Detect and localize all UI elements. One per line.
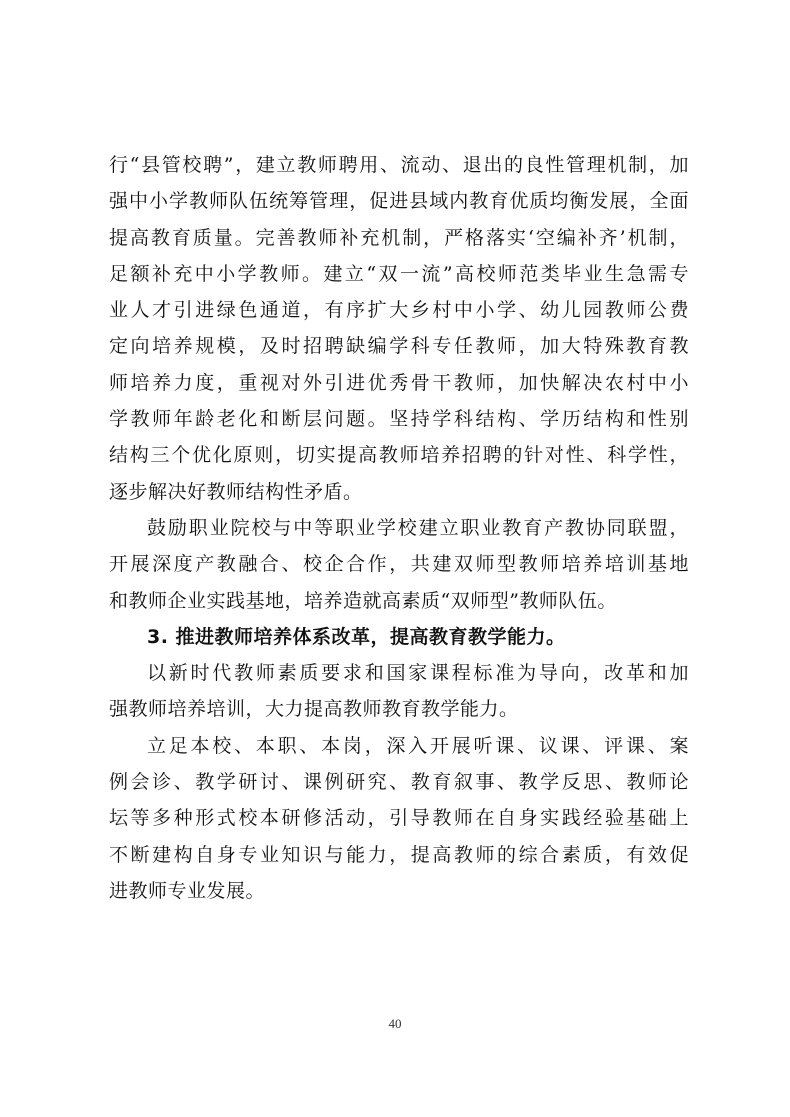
text-line: 进教师专业发展。 [109,879,266,902]
section-heading [109,619,689,655]
text-line: 定向培养规模，及时招聘缺编学科专任教师，加大特殊教育教 [109,335,689,358]
text-line: 足额补充中小学教师。建立“双一流”高校师范类毕业生急需专 [109,262,689,285]
text-line: 业人才引进绿色通道，有序扩大乡村中小学、幼儿园教师公费 [109,299,689,322]
text-line: 例会诊、教学研讨、课例研究、教育叙事、教学反思、教师论 [109,771,689,794]
text-line: 以新时代教师素质要求和国家课程标准为导向，改革和加 [147,662,689,685]
page-number: 40 [388,1016,402,1031]
text-line: 鼓励职业院校与中等职业学校建立职业教育产教协同联盟， [147,516,689,539]
paragraph [109,510,689,619]
paragraph [109,655,689,728]
text-line: 立足本校、本职、本岗，深入开展听课、议课、评课、案 [147,734,689,757]
text-line: 开展深度产教融合、校企合作，共建双师型教师培养培训基地 [109,553,689,576]
document-body [109,147,689,909]
paragraph [109,147,689,510]
text-line: 结构三个优化原则，切实提高教师培养招聘的针对性、科学性， [109,444,689,467]
text-line: 逐步解决好教师结构性矛盾。 [109,480,363,503]
text-line: 强中小学教师队伍统筹管理，促进县域内教育优质均衡发展，全面 [109,190,689,213]
text-line: 行“县管校聘”，建立教师聘用、流动、退出的良性管理机制，加 [109,154,689,176]
text-line: 师培养力度，重视对外引进优秀骨干教师，加快解决农村中小 [109,371,689,394]
text-line: 坛等多种形式校本研修活动，引导教师在自身实践经验基础上 [109,807,689,830]
text-line: 提高教育质量。完善教师补充机制，严格落实‘空编补齐’机制， [109,226,689,249]
text-line: 不断建构自身专业知识与能力，提高教师的综合素质，有效促 [109,843,689,866]
text-line: 学教师年龄老化和断层问题。坚持学科结构、学历结构和性别 [109,408,689,431]
text-line: 和教师企业实践基地，培养造就高素质“双师型”教师队伍。 [109,589,617,612]
text-line: 强教师培养培训，大力提高教师教育教学能力。 [109,698,519,721]
paragraph [109,728,689,909]
text-line: 3. 推进教师培养体系改革，提高教育教学能力。 [147,625,566,648]
